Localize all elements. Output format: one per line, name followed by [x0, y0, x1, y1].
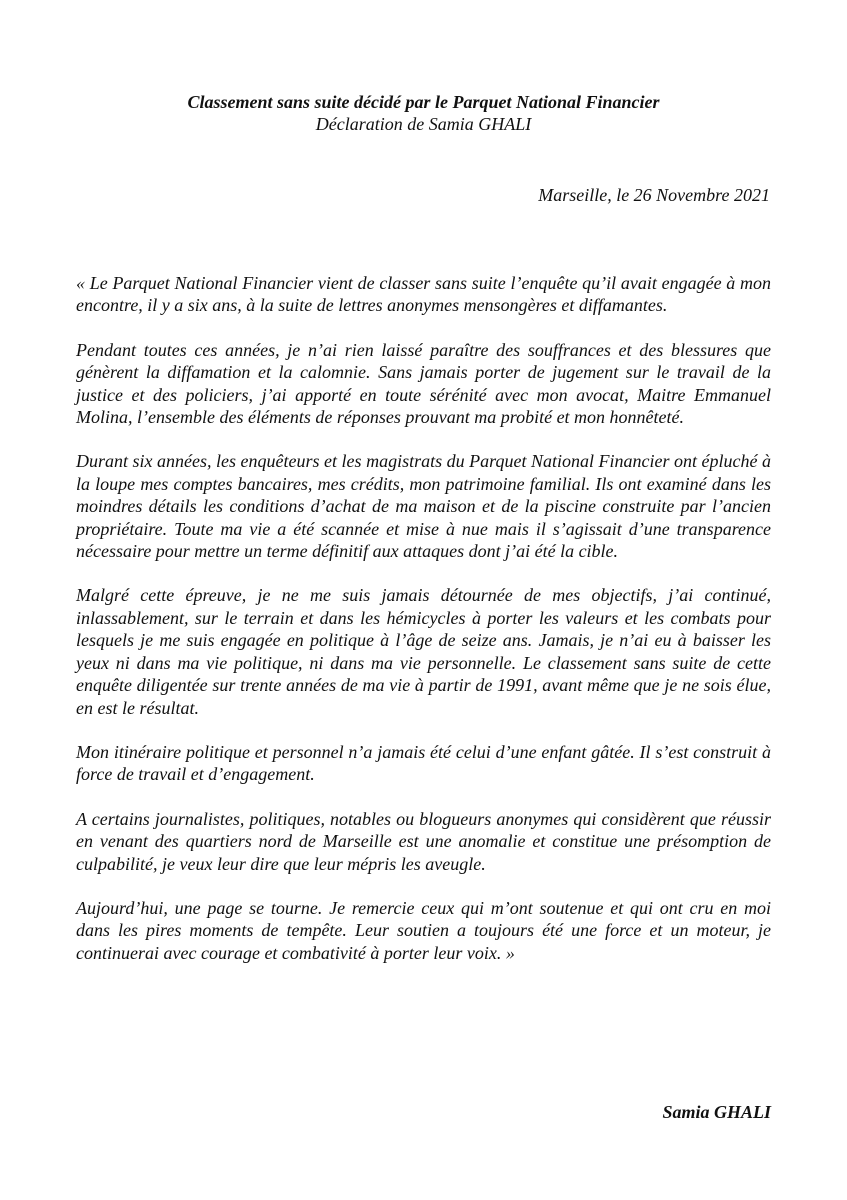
statement-body [76, 272, 771, 986]
document-title: Classement sans suite décidé par le Parquet National Financier [187, 92, 660, 112]
paragraph-5: Mon itinéraire politique et personnel n’a jamais été celui d’une enfant gâtée. Il s’est construit à force de travail et d’engagement. [76, 741, 771, 785]
paragraph-1: « Le Parquet National Financier vient de classer sans suite l’enquête qu’il avait engagée à mon encontre, il y a six ans, à la suite de lettres anonymes mensongères et diffamantes. [76, 273, 771, 316]
paragraph-2: Pendant toutes ces années, je n’ai rien laissé paraître des souffrances et des blessures que génèrent la diffamation et la calomnie. Sans jamais porter de jugement sur le travail de la justice et des policiers, j’ai apporté en toute sérénité avec mon avocat, Maitre Emmanuel Molina, l’ensemble des éléments de réponses prouvant ma probité et mon honnêteté. [76, 339, 771, 428]
paragraph-3: Durant six années, les enquêteurs et les magistrats du Parquet National Financier ont épluché à la loupe mes comptes bancaires, mes crédits, mon patrimoine familial. Ils ont examiné dans les moindres détails les conditions d’achat de ma maison et de la piscine construite par l’ancien propriétaire. Toute ma vie a été scannée et mise à nue mais il s’agissait d’une transparence nécessaire pour mettre un terme définitif aux attaques dont j’ai été la cible. [76, 451, 771, 562]
paragraph-7: Aujourd’hui, une page se tourne. Je remercie ceux qui m’ont soutenue et qui ont cru en moi dans les pires moments de tempête. Leur soutien a toujours été une force et un moteur, je continuerai avec courage et combativité à porter leur voix. » [76, 897, 771, 963]
paragraph-4: Malgré cette épreuve, je ne me suis jamais détournée de mes objectifs, j’ai continué, inlassablement, sur le terrain et dans les hémicycles à porter les valeurs et les combats pour lesquels je me suis engagée en politique à l’âge de seize ans. Jamais, je n’ai eu à baisser les yeux ni dans ma vie politique, ni dans ma vie personnelle. Le classement sans suite de cette enquête diligentée sur trente années de ma vie à partir de 1991, avant même que je ne sois élue, en est le résultat. [76, 585, 771, 718]
signature: Samia GHALI [662, 1102, 771, 1122]
document-header [0, 91, 847, 135]
document-subtitle: Déclaration de Samia GHALI [315, 114, 532, 134]
paragraph-6: A certains journalistes, politiques, notables ou blogueurs anonymes qui considèrent que réussir en venant des quartiers nord de Marseille est une anomalie et constitue une présomption de culpabilité, je veux leur dire que leur mépris les aveugle. [76, 808, 771, 874]
dateline: Marseille, le 26 Novembre 2021 [538, 185, 770, 205]
